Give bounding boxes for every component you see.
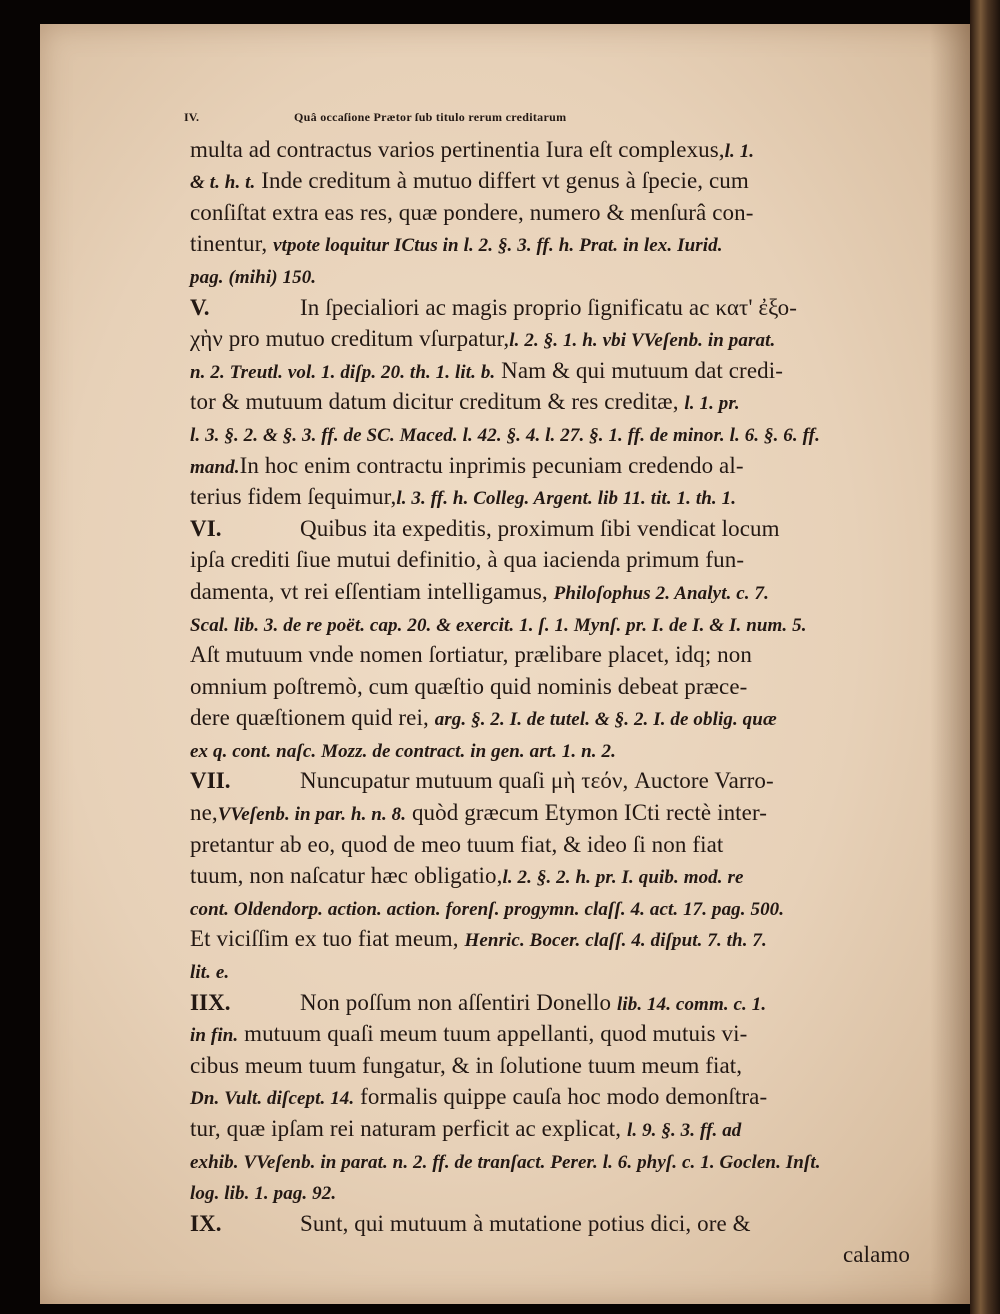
text-run: mutuum quaſi meum tuum appellanti, quod mutuis vi- bbox=[244, 1021, 748, 1047]
text-line bbox=[190, 797, 910, 829]
citation: Dn. Vult. diſcept. 14. bbox=[190, 1088, 355, 1110]
text-line bbox=[190, 765, 910, 797]
text-line bbox=[190, 418, 910, 450]
text-line bbox=[190, 702, 910, 734]
text-run: terius fidem ſequimur, bbox=[190, 484, 397, 510]
catchword bbox=[190, 1239, 910, 1271]
citation: arg. §. 2. I. de tutel. & §. 2. I. de oblig. quæ bbox=[434, 709, 777, 731]
text-run: Quibus ita expeditis, proximum ſibi vendicat locum bbox=[300, 515, 780, 541]
text-line bbox=[190, 860, 910, 892]
text-run: Inde creditum à mutuo differt vt genus à ſpecie, cum bbox=[261, 168, 749, 194]
text-line bbox=[190, 450, 910, 482]
text-line bbox=[190, 734, 910, 766]
text-line bbox=[190, 386, 910, 418]
text-run: ne, bbox=[190, 800, 218, 826]
section-number: IIX. bbox=[190, 989, 231, 1015]
citation: Henric. Bocer. claſſ. 4. diſput. 7. th. 7. bbox=[464, 930, 767, 952]
text-line bbox=[190, 481, 910, 513]
text-run: In hoc enim contractu inprimis pecuniam credendo al- bbox=[239, 452, 744, 478]
text-run: quòd græcum Etymon ICti rectè inter- bbox=[411, 800, 768, 826]
citation: Philoſophus 2. Analyt. c. 7. bbox=[553, 582, 769, 604]
text-line bbox=[190, 165, 910, 197]
text-run: omnium poſtremò, cum quæſtio quid nominis debeat præce- bbox=[190, 673, 748, 699]
text-run: Sunt, qui mutuum à mutatione potius dici, ore & bbox=[300, 1210, 751, 1236]
text-line bbox=[190, 1050, 910, 1082]
text-line bbox=[190, 1113, 910, 1145]
text-run: Nuncupatur mutuum quaſi μὴ τεόν, Auctore Varro- bbox=[300, 768, 774, 794]
citation: lit. e. bbox=[190, 962, 230, 984]
citation: in fin. bbox=[190, 1025, 239, 1047]
book-spine bbox=[970, 0, 1000, 1314]
section-number: VI. bbox=[190, 515, 222, 541]
citation: exhib. VVeſenb. in parat. n. 2. ff. de tranſact. Perer. l. 6. phyſ. c. 1. Goclen. Inſt. bbox=[190, 1151, 821, 1173]
text-line bbox=[190, 923, 910, 955]
citation: vtpote loquitur ICtus in l. 2. §. 3. ff. h. Prat. in lex. Iurid. bbox=[273, 235, 723, 257]
citation: log. lib. 1. pag. 92. bbox=[190, 1183, 337, 1205]
text-line bbox=[190, 1145, 910, 1177]
text-run: Aſt mutuum vnde nomen ſortiatur, prælibare placet, idq; non bbox=[190, 642, 752, 668]
section-number: IV. bbox=[184, 110, 200, 124]
citation: & t. h. t. bbox=[190, 172, 256, 194]
text-run: Quâ occaſione Prætor ſub titulo rerum creditarum bbox=[294, 110, 567, 124]
citation: l. 3. §. 2. & §. 3. ff. de SC. Maced. l. 42. §. 4. l. 27. §. 1. ff. de minor. l. 6. §. 6. ff. bbox=[190, 424, 820, 446]
text-run: conſiſtat extra eas res, quæ pondere, numero & menſurâ con- bbox=[190, 199, 754, 225]
text-line bbox=[190, 1081, 910, 1113]
text-run: pretantur ab eo, quod de meo tuum fiat, & ideo ſi non fiat bbox=[190, 831, 724, 857]
text-run: dere quæſtionem quid rei, bbox=[190, 705, 429, 731]
text-run: formalis quippe cauſa hoc modo demonſtra- bbox=[360, 1084, 768, 1110]
text-line bbox=[190, 671, 910, 703]
text-run: Non poſſum non aſſentiri Donello bbox=[300, 989, 612, 1015]
text-run: damenta, vt rei eſſentiam intelligamus, bbox=[190, 578, 548, 604]
citation: n. 2. Treutl. vol. 1. diſp. 20. th. 1. lit. b. bbox=[190, 361, 496, 383]
text-line bbox=[190, 608, 910, 640]
text-line bbox=[190, 1176, 910, 1208]
text-run: Et viciſſim ex tuo fiat meum, bbox=[190, 926, 459, 952]
text-run: Nam & qui mutuum dat credi- bbox=[501, 357, 783, 383]
text-block bbox=[184, 102, 910, 1271]
section-number: IX. bbox=[190, 1210, 222, 1236]
text-run: cibus meum tuum fungatur, & in ſolutione tuum meum fiat, bbox=[190, 1052, 743, 1078]
citation: lib. 14. comm. c. 1. bbox=[616, 993, 767, 1015]
text-line bbox=[190, 513, 910, 545]
text-run: multa ad contractus varios pertinentia Iura eſt complexus, bbox=[190, 136, 725, 162]
citation: VVeſenb. in par. h. n. 8. bbox=[217, 804, 407, 826]
text-line bbox=[190, 1018, 910, 1050]
text-line bbox=[190, 829, 910, 861]
text-run: In ſpecialiori ac magis proprio ſignificatu ac κατ' ἐξο- bbox=[300, 294, 798, 320]
text-line bbox=[190, 1208, 910, 1240]
text-line bbox=[190, 197, 910, 229]
text-run: χὴν pro mutuo creditum vſurpatur, bbox=[190, 326, 510, 352]
text-line bbox=[190, 955, 910, 987]
section-number: V. bbox=[190, 294, 210, 320]
text-line bbox=[190, 260, 910, 292]
text-run: calamo bbox=[842, 1242, 910, 1268]
text-line bbox=[190, 355, 910, 387]
text-line bbox=[190, 639, 910, 671]
text-line bbox=[190, 892, 910, 924]
citation: l. 3. ff. h. Colleg. Argent. lib 11. tit. 1. th. 1. bbox=[396, 488, 737, 510]
text-line bbox=[190, 228, 910, 260]
citation: l. 1. bbox=[724, 140, 755, 162]
text-run: tor & mutuum datum dicitur creditum & res creditæ, bbox=[190, 389, 679, 415]
citation: pag. (mihi) 150. bbox=[190, 266, 317, 288]
citation: l. 2. §. 2. h. pr. I. quib. mod. re bbox=[502, 867, 744, 889]
text-run: tuum, non naſcatur hæc obligatio, bbox=[190, 863, 503, 889]
text-run: tinentur, bbox=[190, 231, 274, 257]
text-line bbox=[190, 134, 910, 166]
citation: l. 1. pr. bbox=[684, 393, 740, 415]
section-number: VII. bbox=[190, 768, 231, 794]
citation: l. 2. §. 1. h. vbi VVeſenb. in parat. bbox=[509, 330, 776, 352]
text-run: tur, quæ ipſam rei naturam perficit ac explicat, bbox=[190, 1116, 622, 1141]
text-line bbox=[190, 576, 910, 608]
citation: l. 9. §. 3. ff. ad bbox=[627, 1120, 742, 1141]
text-line bbox=[190, 544, 910, 576]
citation: ex q. cont. naſc. Mozz. de contract. in gen. art. 1. n. 2. bbox=[190, 740, 616, 762]
text-line bbox=[190, 292, 910, 324]
text-run: ipſa crediti ſiue mutui definitio, à qua iacienda primum fun- bbox=[190, 547, 745, 573]
paper-page bbox=[40, 24, 970, 1304]
text-line bbox=[184, 102, 910, 134]
citation: mand. bbox=[190, 456, 240, 478]
text-line bbox=[190, 987, 910, 1019]
citation: cont. Oldendorp. action. action. forenſ. progymn. claſſ. 4. act. 17. pag. 500. bbox=[190, 898, 785, 920]
citation: Scal. lib. 3. de re poët. cap. 20. & exercit. 1. ſ. 1. Mynſ. pr. I. de I. & I. num. 5. bbox=[190, 614, 807, 636]
text-line bbox=[190, 323, 910, 355]
